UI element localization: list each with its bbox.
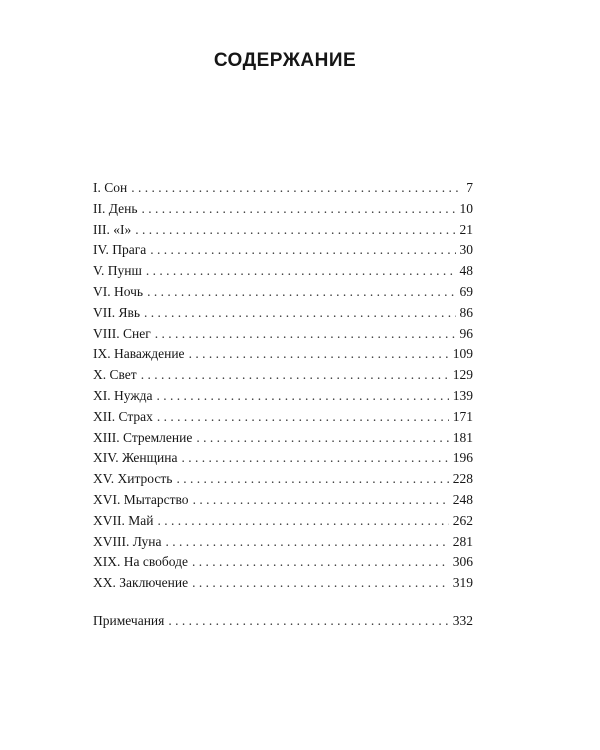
toc-entry-label: IV. Прага — [93, 242, 147, 258]
toc-entry-page: 319 — [452, 575, 473, 591]
toc-entry — [93, 448, 473, 469]
dot-leader — [150, 240, 455, 261]
toc-entry-label: I. Сон — [93, 180, 128, 195]
dot-leader — [157, 386, 449, 407]
toc-entry-page: 306 — [452, 554, 473, 570]
dot-leader — [157, 511, 448, 532]
toc-entry — [93, 573, 473, 594]
toc-entry-page: 281 — [452, 533, 473, 549]
toc-entry — [93, 220, 473, 241]
toc-entry-label: VIII. Снег — [93, 325, 151, 341]
toc-entry — [93, 261, 473, 282]
toc-entry-label: XVI. Мытарство — [93, 491, 189, 507]
toc-entry-page: 332 — [452, 612, 473, 628]
toc-entry — [93, 178, 473, 199]
toc-entry — [93, 282, 473, 303]
dot-leader — [192, 552, 449, 573]
toc-entry — [93, 324, 473, 345]
toc-entry-page: 7 — [466, 180, 473, 195]
toc-entry-label: VII. Явь — [93, 304, 141, 320]
toc-entry-page: 196 — [452, 450, 473, 466]
dot-leader — [189, 344, 449, 365]
toc-entry-label: VI. Ночь — [93, 283, 144, 299]
toc-entry-page: 69 — [459, 283, 473, 299]
dot-leader — [192, 573, 449, 594]
toc-entry-label: XII. Страх — [93, 408, 153, 424]
dot-leader — [147, 282, 455, 303]
toc-entry — [93, 532, 473, 553]
toc-entry — [93, 552, 473, 573]
dot-leader — [144, 303, 455, 324]
toc-entry — [93, 240, 473, 261]
toc-entry — [93, 407, 473, 428]
toc-entry — [93, 344, 473, 365]
dot-leader — [141, 365, 449, 386]
toc-entry-page: 181 — [452, 429, 473, 445]
toc-entry — [93, 428, 473, 449]
toc-entry-page: 21 — [459, 221, 473, 237]
toc-entry-label: XVIII. Луна — [93, 533, 162, 549]
toc-entry-label: XX. Заключение — [93, 575, 189, 591]
toc-entry-page: 262 — [452, 512, 473, 528]
page-title: СОДЕРЖАНИЕ — [213, 50, 357, 71]
toc-entry-page: 129 — [452, 367, 473, 383]
toc-entry — [93, 386, 473, 407]
toc-entry-label: Примечания — [93, 612, 165, 628]
toc-entry-label: IX. Наваждение — [93, 346, 185, 362]
dot-leader — [157, 407, 449, 428]
toc-entry-label: X. Свет — [93, 367, 137, 383]
toc-entry-page: 139 — [452, 387, 473, 403]
toc-entry-page: 30 — [459, 242, 473, 258]
dot-leader — [168, 611, 448, 632]
table-of-contents — [93, 178, 473, 632]
toc-entry — [93, 511, 473, 532]
toc-entry-page: 48 — [459, 263, 473, 279]
toc-entry — [93, 303, 473, 324]
toc-entry-label: V. Пунш — [93, 263, 142, 279]
dot-leader — [146, 261, 456, 282]
dot-leader — [176, 469, 448, 490]
dot-leader — [193, 490, 449, 511]
dot-leader — [131, 178, 459, 199]
toc-entry-label: II. День — [93, 200, 138, 216]
toc-entry — [93, 490, 473, 511]
toc-entry-page: 228 — [452, 471, 473, 487]
dot-leader — [166, 532, 449, 553]
toc-entry-label: XV. Хитрость — [93, 471, 173, 487]
toc-entry-label: XVII. Май — [93, 512, 154, 528]
dot-leader — [142, 199, 456, 220]
toc-entry-page: 10 — [459, 200, 473, 216]
dot-leader — [196, 428, 448, 449]
toc-entry-label: XI. Нужда — [93, 387, 153, 403]
toc-entry-label: XIX. На свободе — [93, 554, 188, 570]
toc-entry-page: 86 — [459, 304, 473, 320]
toc-entry — [93, 469, 473, 490]
toc-entry-page: 96 — [459, 325, 473, 341]
toc-entry — [93, 199, 473, 220]
dot-leader — [155, 324, 456, 345]
dot-leader — [135, 220, 455, 241]
toc-entry-page: 171 — [452, 408, 473, 424]
toc-entry — [93, 365, 473, 386]
toc-entry-page: 109 — [452, 346, 473, 362]
toc-entry-label: XIII. Стремление — [93, 429, 193, 445]
toc-entry-label: III. «I» — [93, 221, 132, 237]
toc-entry-label: XIV. Женщина — [93, 450, 178, 466]
toc-entry-notes — [93, 611, 473, 632]
toc-entry-page: 248 — [452, 491, 473, 507]
dot-leader — [181, 448, 448, 469]
